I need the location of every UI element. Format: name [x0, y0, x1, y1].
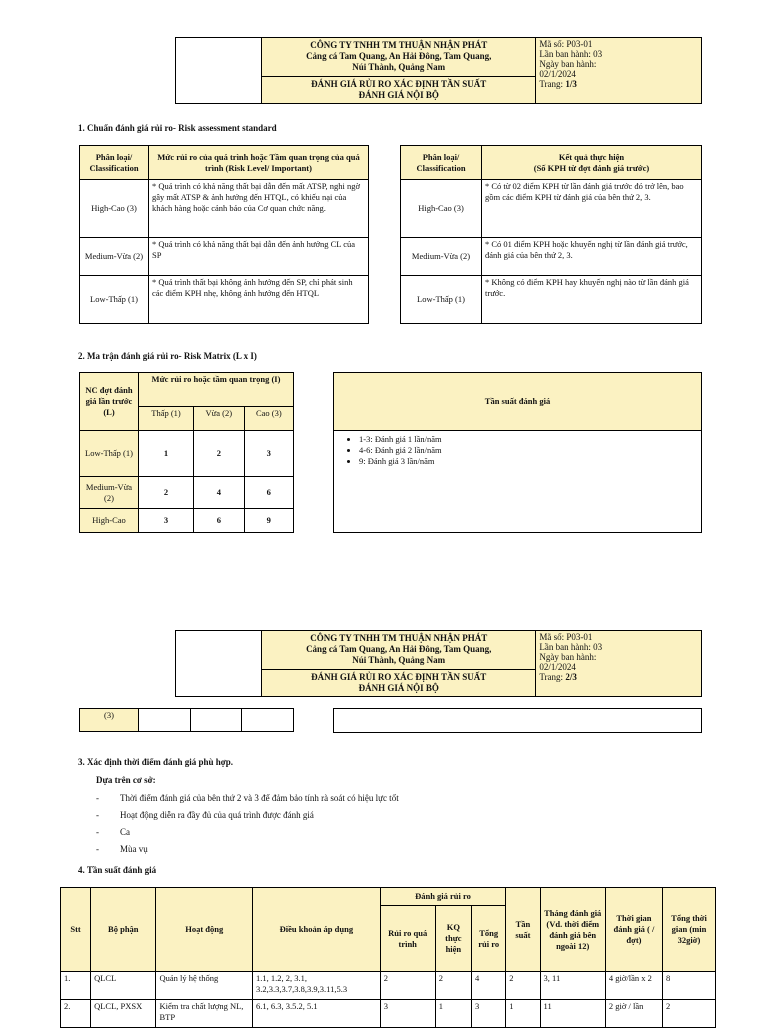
doc-meta	[536, 631, 702, 697]
cell-month: 11	[540, 1000, 605, 1028]
result-class: Medium-Vừa (2)	[401, 238, 482, 276]
cell-month: 3, 11	[540, 972, 605, 1000]
doc-issue-date-label: Ngày ban hành:	[539, 652, 597, 662]
matrix-cell: 6	[244, 477, 293, 509]
risk-level-desc: * Quá trình có khả năng thất bại dẫn đến ảnh hưởng CL của SP	[149, 238, 369, 276]
doc-code: Mã số: P03-01	[539, 39, 593, 49]
section3-basis: Dựa trên cơ sở:	[96, 775, 156, 785]
col-time: Thời gian đánh giá ( / đợt)	[605, 888, 662, 972]
cell-total-risk: 3	[472, 1000, 506, 1028]
risk-level-class: High-Cao (3)	[80, 180, 149, 238]
risk-level-class: Low-Thấp (1)	[80, 276, 149, 324]
doc-issue: Lần ban hành: 03	[539, 49, 603, 59]
col-month: Tháng đánh giá (Vd. thời điểm đánh giá bên ngoài 12)	[540, 888, 605, 972]
doc-issue-date: 02/1/2024	[539, 69, 576, 79]
cell-result: 1	[435, 1000, 471, 1028]
risk-level-class: Medium-Vừa (2)	[80, 238, 149, 276]
section3-list	[96, 790, 696, 858]
frequency-item: • 4-6: Đánh giá 2 lần/năm	[359, 445, 698, 456]
section4-title: 4. Tần suất đánh giá	[78, 865, 157, 875]
risk-level-header-desc: Mức rủi ro của quá trình hoặc Tầm quan trọng của quá trình (Risk Level/ Important)	[149, 146, 369, 180]
doc-meta	[536, 38, 702, 104]
cell-total: 2	[663, 1000, 716, 1028]
result-class: High-Cao (3)	[401, 180, 482, 238]
matrix-cell: 4	[194, 477, 245, 509]
result-class: Low-Thấp (1)	[401, 276, 482, 324]
cell-process-risk: 3	[380, 1000, 435, 1028]
frequency-box-continued	[333, 708, 702, 733]
risk-level-table	[79, 145, 369, 324]
cell-freq: 1	[506, 1000, 540, 1028]
matrix-row-label: High-Cao	[80, 509, 139, 533]
frequency-table	[60, 887, 716, 1028]
matrix-col-low: Thấp (1)	[139, 407, 194, 431]
result-header-class: Phân loại/ Classification	[401, 146, 482, 180]
frequency-box-title: Tần suất đánh giá	[334, 373, 702, 431]
company-block	[262, 631, 536, 670]
matrix-col-mid: Vừa (2)	[194, 407, 245, 431]
matrix-nc-header: NC đợt đánh giá lần trước (L)	[80, 373, 139, 431]
matrix-col-high: Cao (3)	[244, 407, 293, 431]
company-address2: Núi Thành, Quảng Nam	[352, 655, 446, 666]
matrix-cell: 1	[139, 431, 194, 477]
cell-activity: Quản lý hệ thống	[156, 972, 253, 1000]
matrix-cell: 2	[194, 431, 245, 477]
list-item: - Thời điểm đánh giá của bên thứ 2 và 3 để đảm bảo tính rà soát có hiệu lực tốt	[96, 793, 399, 803]
frequency-box	[333, 372, 702, 533]
col-risk-group: Đánh giá rủi ro	[380, 888, 506, 906]
result-desc: * Có từ 02 điểm KPH từ lần đánh giá trước đó trở lên, bao gồm các điểm KPH từ đánh giá của bên thứ 2, 3.	[482, 180, 702, 238]
company-address2: Núi Thành, Quảng Nam	[352, 62, 446, 73]
frequency-item: • 9: Đánh giá 3 lần/năm	[359, 456, 698, 467]
matrix-level-header: Mức rủi ro hoặc tầm quan trọng (I)	[139, 373, 294, 407]
matrix-cell: 9	[244, 509, 293, 533]
matrix-cell: 2	[139, 477, 194, 509]
col-total-risk: Tổng rủi ro	[472, 906, 506, 972]
doc-code: Mã số: P03-01	[539, 632, 593, 642]
risk-level-desc: * Quá trình thất bại không ảnh hưởng đến SP, chỉ phát sinh các điểm KPH nhẹ, không ảnh hưởng đến HTQL	[149, 276, 369, 324]
col-result: KQ thực hiện	[435, 906, 471, 972]
doc-page: Trang: 2/3	[539, 672, 577, 682]
cell-stt: 2.	[61, 1000, 91, 1028]
doc-header-page2	[175, 630, 702, 697]
section1-title: 1. Chuẩn đánh giá rủi ro- Risk assessment standard	[78, 123, 277, 133]
matrix-cell	[190, 709, 242, 732]
cell-dept: QLCL, PXSX	[91, 1000, 156, 1028]
col-clause: Điều khoản áp dụng	[253, 888, 381, 972]
cell-activity: Kiểm tra chất lượng NL, BTP	[156, 1000, 253, 1028]
cell-freq: 2	[506, 972, 540, 1000]
col-dept: Bộ phận	[91, 888, 156, 972]
risk-matrix	[79, 372, 294, 533]
cell-stt: 1.	[61, 972, 91, 1000]
list-item: - Hoạt động diễn ra đầy đủ của quá trình được đánh giá	[96, 810, 314, 820]
risk-level-desc: * Quá trình có khả năng thất bại dẫn đến mất ATSP, nghi ngờ gây mất ATSP & ảnh hưởng đến HTQL, có khiếu nại của khách hàng hoặc cảnh báo của Cơ quan chức năng.	[149, 180, 369, 238]
company-block	[262, 38, 536, 77]
cell-clause: 1.1, 1.2, 2, 3.1, 3.2,3.3,3.7,3.8,3.9,3.11,5.3	[253, 972, 381, 1000]
cell-process-risk: 2	[380, 972, 435, 1000]
matrix-cell	[139, 709, 191, 732]
cell-total: 8	[663, 972, 716, 1000]
doc-issue: Lần ban hành: 03	[539, 642, 603, 652]
frequency-box-list	[334, 431, 702, 533]
col-total: Tổng thời gian (min 32giờ)	[663, 888, 716, 972]
matrix-row-label: (3)	[80, 709, 139, 732]
company-address1: Cảng cá Tam Quang, An Hải Đông, Tam Quang,	[306, 51, 492, 62]
logo-cell	[176, 631, 262, 697]
frequency-item: • 1-3: Đánh giá 1 lần/năm	[359, 434, 698, 445]
cell-time: 4 giờ/lần x 2	[605, 972, 662, 1000]
doc-issue-date-label: Ngày ban hành:	[539, 59, 597, 69]
matrix-cell	[242, 709, 294, 732]
result-desc: * Không có điểm KPH hay khuyến nghị nào từ lần đánh giá trước.	[482, 276, 702, 324]
col-process-risk: Rủi ro quá trình	[380, 906, 435, 972]
doc-issue-date: 02/1/2024	[539, 662, 576, 672]
section2-title: 2. Ma trận đánh giá rủi ro- Risk Matrix (L x I)	[78, 351, 257, 361]
result-header-desc: Kết quả thực hiện (Số KPH từ đợt đánh giá trước)	[482, 146, 702, 180]
matrix-cell: 3	[244, 431, 293, 477]
section3-title: 3. Xác định thời điểm đánh giá phù hợp.	[78, 757, 234, 767]
doc-title: ĐÁNH GIÁ RỦI RO XÁC ĐỊNH TẦN SUẤT ĐÁNH GIÁ NỘI BỘ	[262, 76, 536, 103]
cell-clause: 6.1, 6.3, 3.5.2, 5.1	[253, 1000, 381, 1028]
risk-matrix-continued	[79, 708, 294, 732]
company-name: CÔNG TY TNHH TM THUẬN NHẬN PHÁT	[310, 40, 488, 51]
cell-time: 2 giờ / lần	[605, 1000, 662, 1028]
risk-level-header-class: Phân loại/ Classification	[80, 146, 149, 180]
matrix-row-label: Medium-Vừa (2)	[80, 477, 139, 509]
doc-header-page1	[175, 37, 702, 104]
doc-page: Trang: 1/3	[539, 79, 577, 89]
company-address1: Cảng cá Tam Quang, An Hải Đông, Tam Quang,	[306, 644, 492, 655]
cell-total-risk: 4	[472, 972, 506, 1000]
result-table	[400, 145, 702, 324]
col-freq: Tần suất	[506, 888, 540, 972]
col-stt: Stt	[61, 888, 91, 972]
list-item: - Mùa vụ	[96, 844, 148, 854]
matrix-cell: 3	[139, 509, 194, 533]
cell-result: 2	[435, 972, 471, 1000]
cell-dept: QLCL	[91, 972, 156, 1000]
matrix-cell: 6	[194, 509, 245, 533]
matrix-row-label: Low-Thấp (1)	[80, 431, 139, 477]
doc-title: ĐÁNH GIÁ RỦI RO XÁC ĐỊNH TẦN SUẤT ĐÁNH GIÁ NỘI BỘ	[262, 669, 536, 696]
list-item: - Ca	[96, 827, 130, 837]
logo-cell	[176, 38, 262, 104]
company-name: CÔNG TY TNHH TM THUẬN NHẬN PHÁT	[310, 633, 488, 644]
col-activity: Hoạt động	[156, 888, 253, 972]
result-desc: * Có 01 điểm KPH hoặc khuyến nghị từ lần đánh giá trước, đánh giá của bên thứ 2, 3.	[482, 238, 702, 276]
